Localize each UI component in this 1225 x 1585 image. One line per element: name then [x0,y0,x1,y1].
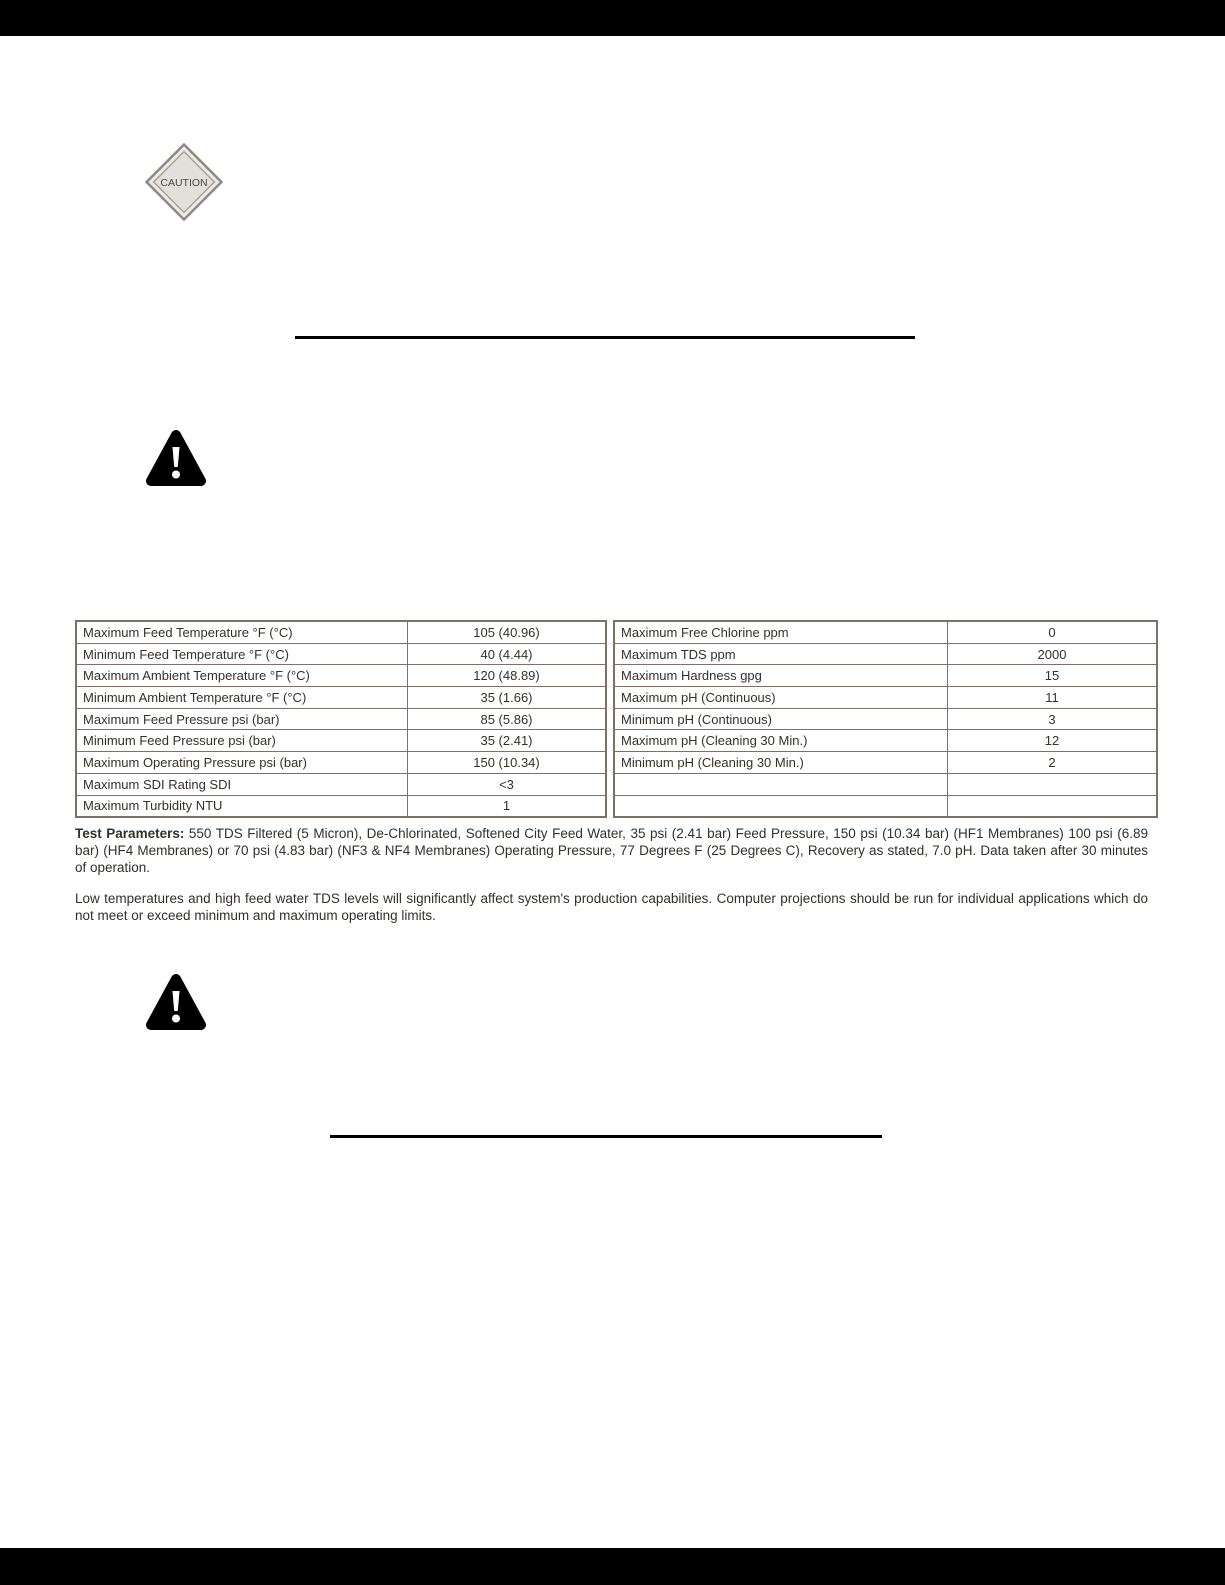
table-row [76,752,606,774]
table-row [76,708,606,730]
caution-diamond-svg [141,139,227,225]
param-label: Minimum pH (Cleaning 30 Min.) [614,752,948,774]
operating-limits-table-left [75,620,607,818]
table-row [76,665,606,687]
test-parameters-body: 550 TDS Filtered (5 Micron), De-Chlorinated, Softened City Feed Water, 35 psi (2.41 bar) Feed Pressure, 150 psi (10.34 bar) (HF1 Membranes) 100 psi (6.89 bar) (HF4 Membranes) or 70 psi (4.83 bar) (NF3 & NF4 Membranes) Operating Pressure, 77 Degrees F (25 Degrees C), Recovery as stated, 7.0 pH. Data taken after 30 minutes of operation. [75,826,1148,875]
table-row [76,621,606,643]
table-row [614,752,1157,774]
param-value: 11 [948,687,1158,709]
param-value: 2 [948,752,1158,774]
table-row [614,621,1157,643]
param-label: Minimum Feed Temperature °F (°C) [76,643,408,665]
table-row [76,730,606,752]
param-value: 150 (10.34) [408,752,607,774]
param-label [614,795,948,817]
param-label: Maximum Turbidity NTU [76,795,408,817]
test-parameters-paragraph [75,826,1148,876]
param-label: Maximum Operating Pressure psi (bar) [76,752,408,774]
table-row [614,730,1157,752]
param-value: 105 (40.96) [408,621,607,643]
table-row [614,643,1157,665]
param-label [614,773,948,795]
param-label: Minimum pH (Continuous) [614,708,948,730]
param-label: Maximum Ambient Temperature °F (°C) [76,665,408,687]
table-row [614,687,1157,709]
param-value: 12 [948,730,1158,752]
param-value: 0 [948,621,1158,643]
table-row [614,665,1157,687]
table-row [614,708,1157,730]
operating-limits-tables [75,620,1148,818]
param-label: Maximum pH (Cleaning 30 Min.) [614,730,948,752]
warning-triangle-svg [146,970,206,1034]
caution-label: CAUTION [160,177,208,189]
param-label: Maximum pH (Continuous) [614,687,948,709]
caution-diamond-icon [141,139,227,225]
table-row [614,773,1157,795]
param-value: 1 [408,795,607,817]
param-value: <3 [408,773,607,795]
table-row [76,795,606,817]
param-value: 40 (4.44) [408,643,607,665]
test-parameters-label: Test Parameters: [75,826,185,841]
param-value: 35 (1.66) [408,687,607,709]
param-value [948,773,1158,795]
param-value: 35 (2.41) [408,730,607,752]
param-label: Maximum Feed Pressure psi (bar) [76,708,408,730]
param-value: 15 [948,665,1158,687]
section-heading-rule-bottom [330,1135,882,1138]
table-row [76,773,606,795]
param-value: 2000 [948,643,1158,665]
param-value: 120 (48.89) [408,665,607,687]
param-label: Minimum Feed Pressure psi (bar) [76,730,408,752]
low-temperature-note-paragraph: Low temperatures and high feed water TDS levels will significantly affect system's production capabilities. Computer projections should be run for individual applications which do not meet or exceed minimum and maximum operating limits. [75,891,1148,923]
section-heading-rule-top [295,336,915,339]
bottom-black-bar [0,1548,1225,1585]
param-value: 85 (5.86) [408,708,607,730]
param-label: Maximum SDI Rating SDI [76,773,408,795]
warning-triangle-icon [146,426,206,490]
param-label: Maximum Free Chlorine ppm [614,621,948,643]
table-row [76,687,606,709]
top-black-bar [0,0,1225,36]
param-value: 3 [948,708,1158,730]
warning-triangle-icon [146,970,206,1034]
param-value [948,795,1158,817]
param-label: Maximum TDS ppm [614,643,948,665]
param-label: Maximum Hardness gpg [614,665,948,687]
table-row [76,643,606,665]
param-label: Maximum Feed Temperature °F (°C) [76,621,408,643]
warning-triangle-svg [146,426,206,490]
operating-limits-table-right [613,620,1158,818]
table-row [614,795,1157,817]
param-label: Minimum Ambient Temperature °F (°C) [76,687,408,709]
